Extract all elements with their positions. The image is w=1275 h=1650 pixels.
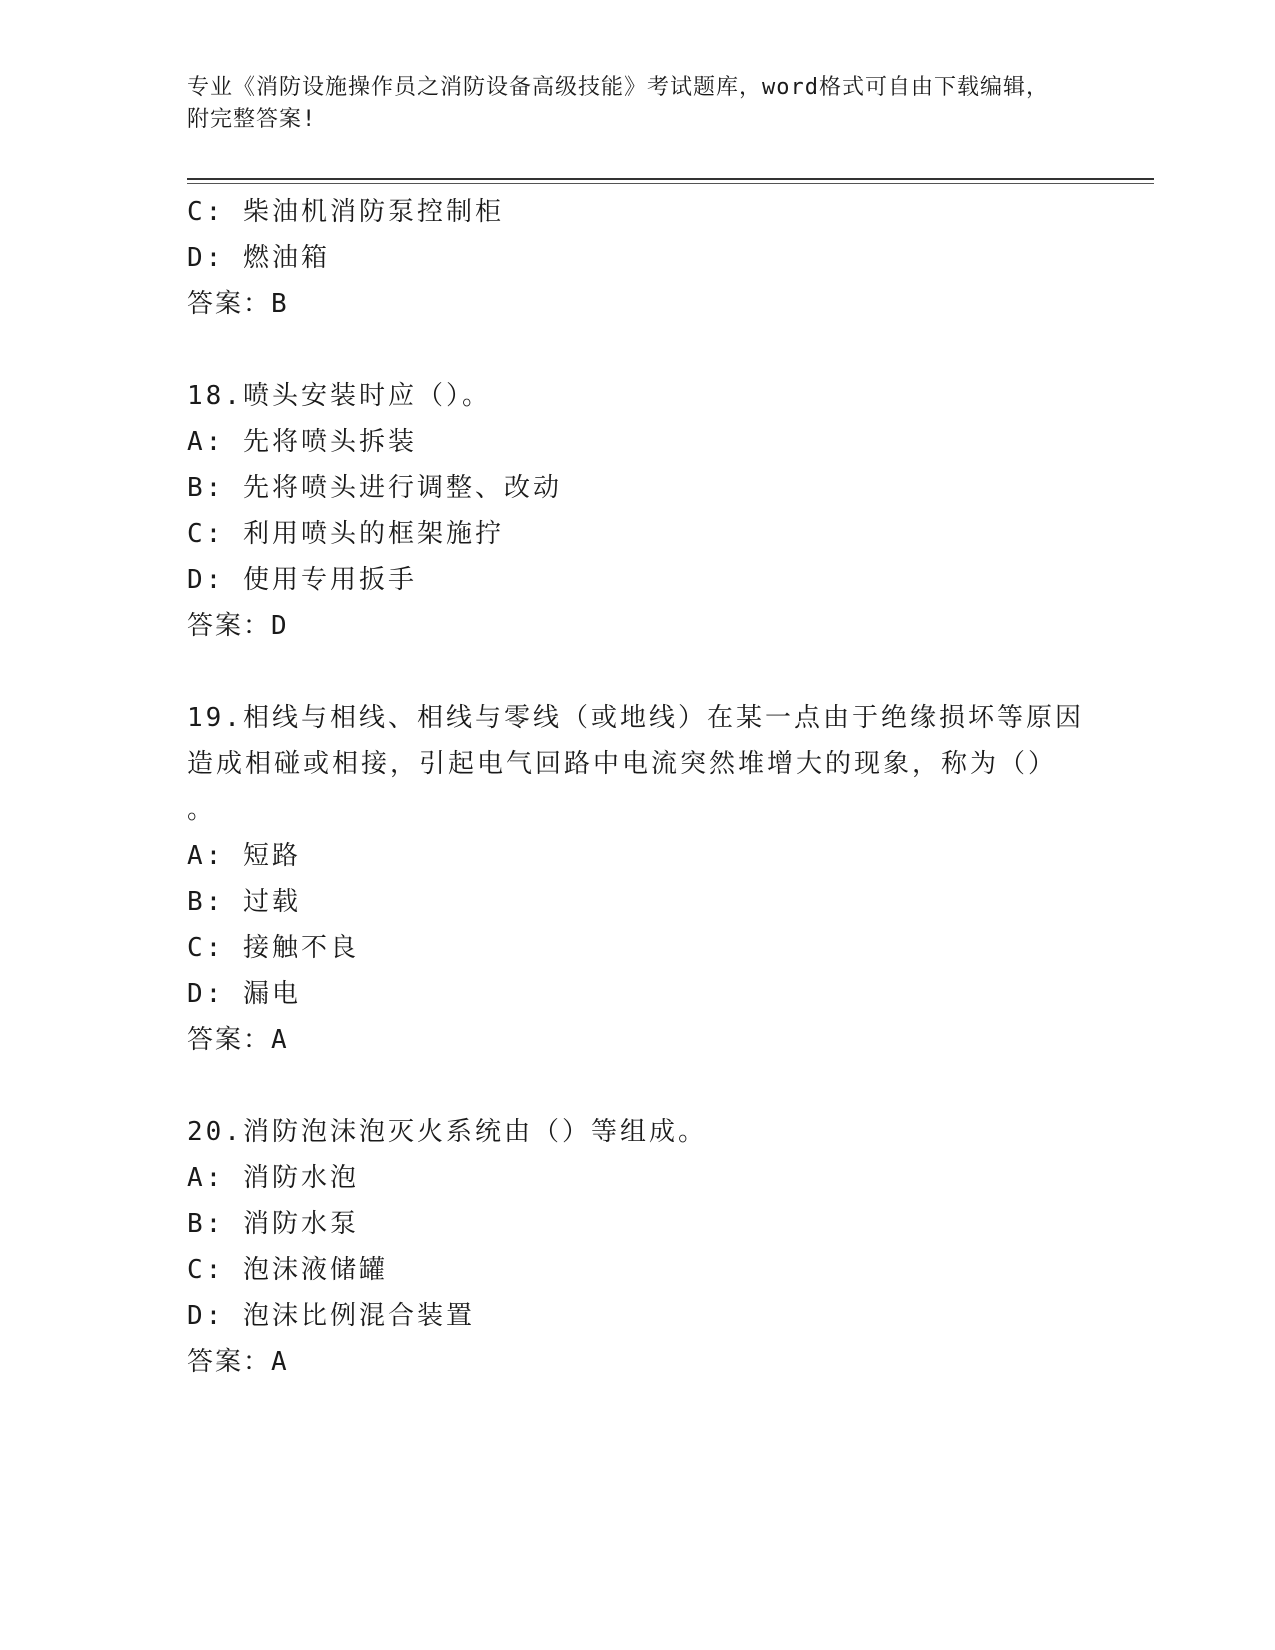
answer-line: 答案：D: [187, 611, 289, 641]
question-20: [187, 1109, 1087, 1385]
spacer: [187, 327, 1087, 373]
option-a: A: 短路: [187, 841, 301, 871]
option-a: A: 先将喷头拆装: [187, 427, 417, 457]
option-c: C: 柴油机消防泵控制柜: [187, 197, 504, 227]
document-header: 专业《消防设施操作员之消防设备高级技能》考试题库，word格式可自由下载编辑，附完整答案!: [187, 75, 1049, 132]
previous-question-tail: [187, 189, 1087, 327]
spacer: [187, 649, 1087, 695]
option-c: C: 利用喷头的框架施拧: [187, 519, 504, 549]
question-content: [187, 189, 1087, 1385]
answer-line: 答案：B: [187, 289, 289, 319]
answer-line: 答案：A: [187, 1025, 289, 1055]
answer-line: 答案：A: [187, 1347, 289, 1377]
question-19: [187, 695, 1087, 1063]
question-text: 20.消防泡沫泡灭火系统由（）等组成。: [187, 1117, 707, 1147]
question-18: [187, 373, 1087, 649]
option-d: D: 泡沫比例混合装置: [187, 1301, 475, 1331]
header-divider-thick: [187, 178, 1154, 180]
question-text: 18.喷头安装时应（）。: [187, 381, 491, 411]
question-text-line-3: 。: [187, 795, 217, 825]
option-d: D: 燃油箱: [187, 243, 330, 273]
header-divider-thin: [187, 183, 1154, 184]
spacer: [187, 1063, 1087, 1109]
option-a: A: 消防水泡: [187, 1163, 359, 1193]
option-c: C: 接触不良: [187, 933, 359, 963]
question-text-line-2: 造成相碰或相接，引起电气回路中电流突然堆增大的现象，称为（）: [187, 749, 1058, 779]
option-b: B: 消防水泵: [187, 1209, 359, 1239]
option-b: B: 过载: [187, 887, 301, 917]
option-c: C: 泡沫液储罐: [187, 1255, 388, 1285]
question-text-line-1: 19.相线与相线、相线与零线（或地线）在某一点由于绝缘损坏等原因: [187, 703, 1084, 733]
option-d: D: 使用专用扳手: [187, 565, 417, 595]
option-b: B: 先将喷头进行调整、改动: [187, 473, 562, 503]
option-d: D: 漏电: [187, 979, 301, 1009]
